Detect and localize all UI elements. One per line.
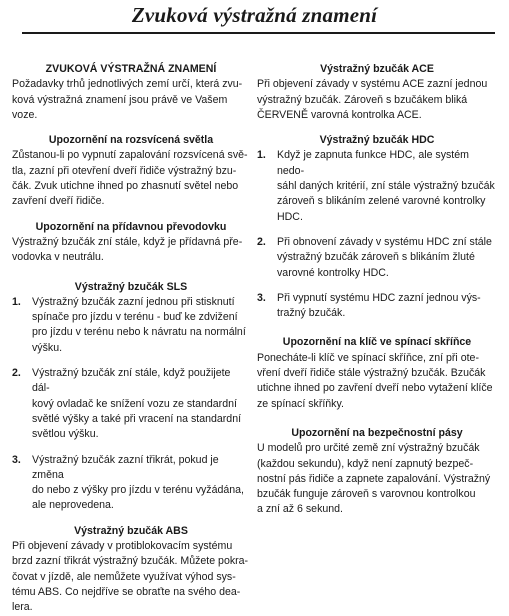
text-line: vření dveří řidiče stále výstražný bzučák. Bzučák	[257, 367, 486, 380]
text-line: brzd zazní třikrát výstražný bzučák. Můžete pokra-	[12, 555, 249, 568]
text-line: zároveň s blikáním zelené varovné kontrolky	[277, 195, 486, 208]
text-line: sáhl daných kritérií, zní stále výstražný bzučák	[277, 180, 495, 193]
text-line: zavření dveří řidiče.	[12, 195, 105, 208]
text-line: vodovka v neutrálu.	[12, 251, 104, 264]
list-number: 2.	[12, 367, 21, 380]
text-line: utichne ihned po zavření dveří nebo vytažení klíče	[257, 382, 493, 395]
text-line: do nebo z výšky pro jízdu v terénu vyžádána,	[32, 484, 244, 497]
title-rule	[22, 32, 495, 34]
text-line: tému ABS. Co nejdříve se obraťte na svého dea-	[12, 585, 241, 598]
text-line: výstražný bzučák. Zároveň s bzučákem bliká	[257, 93, 468, 106]
list-number: 1.	[12, 295, 21, 308]
list-item	[257, 291, 497, 322]
text-line: bzučák funguje zároveň s varovnou kontrolkou	[257, 488, 476, 501]
text-line: Zůstanou-li po vypnutí zapalování rozsvícená svě-	[12, 149, 248, 162]
list-item	[257, 235, 497, 281]
section-heading: Výstražný bzučák ABS	[74, 524, 188, 537]
list-number: 3.	[12, 453, 21, 466]
section-heading: Upozornění na bezpečnostní pásy	[291, 426, 463, 439]
page-title: Zvuková výstražná znamení	[131, 3, 378, 27]
list-item	[257, 148, 497, 224]
text-line: U modelů pro určité země zní výstražný bzučák	[257, 442, 480, 455]
text-line: ková výstražná znamení jsou právě ve Vašem	[12, 93, 228, 106]
text-line: světlou výšku.	[32, 428, 99, 441]
section-heading: Výstražný bzučák HDC	[319, 134, 435, 147]
text-line: spínače pro jízdu v terénu - buď ke zdvižení	[32, 311, 238, 324]
text-line: Výstražný bzučák zazní třikrát, pokud je změna	[32, 453, 219, 481]
text-line: Při objevení závady v systému ACE zazní jednou	[257, 78, 488, 91]
list-number: 3.	[257, 291, 266, 304]
list-item	[12, 295, 250, 356]
section-heading: Upozornění na rozsvícená světla	[48, 134, 214, 147]
text-line: čák. Zvuk utichne ihned po zhasnutí světel nebo	[12, 180, 239, 193]
section-heading: Upozornění na přídavnou převodovku	[35, 220, 227, 233]
text-line: Při obnovení závady v systému HDC zní stále	[277, 235, 492, 248]
text-line: tla, zazní při otevření dveří řidiče výstražný bzu-	[12, 164, 237, 177]
text-line: Výstražný bzučák zní stále, když použijete dál-	[32, 367, 231, 395]
section-heading: Výstražný bzučák SLS	[74, 280, 188, 293]
text-line: výšku.	[32, 341, 63, 354]
text-line: světlé výšky a také při vracení na standardní	[32, 412, 242, 425]
left-column	[12, 62, 250, 616]
text-line: Výstražný bzučák zazní jednou při stisknutí	[32, 295, 235, 308]
section-heading: ZVUKOVÁ VÝSTRAŽNÁ ZNAMENÍ	[45, 63, 217, 75]
text-line: Požadavky trhů jednotlivých zemí určí, která zvu-	[12, 78, 243, 91]
text-line: voze.	[12, 108, 38, 121]
section-heading: Výstražný bzučák ACE	[320, 63, 434, 75]
text-line: kový ovladač ke snížení vozu ze standardní	[32, 397, 237, 410]
list-item	[12, 453, 250, 514]
text-line: čovat v jízdě, ale nemůžete využívat výhod sys-	[12, 570, 236, 583]
list-number: 2.	[257, 235, 266, 248]
list-item	[12, 366, 250, 442]
text-line: varovné kontrolky HDC.	[277, 266, 389, 279]
text-line: a zní až 6 sekund.	[257, 503, 343, 516]
right-column	[257, 62, 497, 518]
text-line: Při vypnutí systému HDC zazní jednou výs-	[277, 291, 481, 304]
text-line: pro jízdu v terénu nebo k návratu na normální	[32, 326, 246, 339]
text-line: Když je zapnuta funkce HDC, ale systém nedo-	[277, 149, 469, 177]
text-line: ze spínací skříňky.	[257, 397, 344, 410]
list-number: 1.	[257, 149, 266, 162]
text-line: nostní pás řidiče a zapnete zapalování. Výstražný	[257, 472, 491, 485]
text-line: ČERVENĚ varovná kontrolka ACE.	[257, 108, 422, 121]
text-line: Ponecháte-li klíč ve spínací skříňce, zní při ote-	[257, 351, 479, 364]
text-line: ale neprovedena.	[32, 499, 114, 512]
text-line: (každou sekundu), když není zapnutý bezpeč-	[257, 457, 474, 470]
text-line: lera.	[12, 601, 33, 614]
text-line: tražný bzučák.	[277, 307, 346, 320]
section-heading: Upozornění na klíč ve spínací skříňce	[282, 336, 472, 349]
text-line: Při objevení závady v protiblokovacím systému	[12, 540, 233, 553]
text-line: výstražný bzučák zároveň s blikáním žluté	[277, 251, 475, 264]
text-line: Výstražný bzučák zní stále, když je přídavná pře-	[12, 235, 243, 248]
text-line: HDC.	[277, 210, 303, 223]
